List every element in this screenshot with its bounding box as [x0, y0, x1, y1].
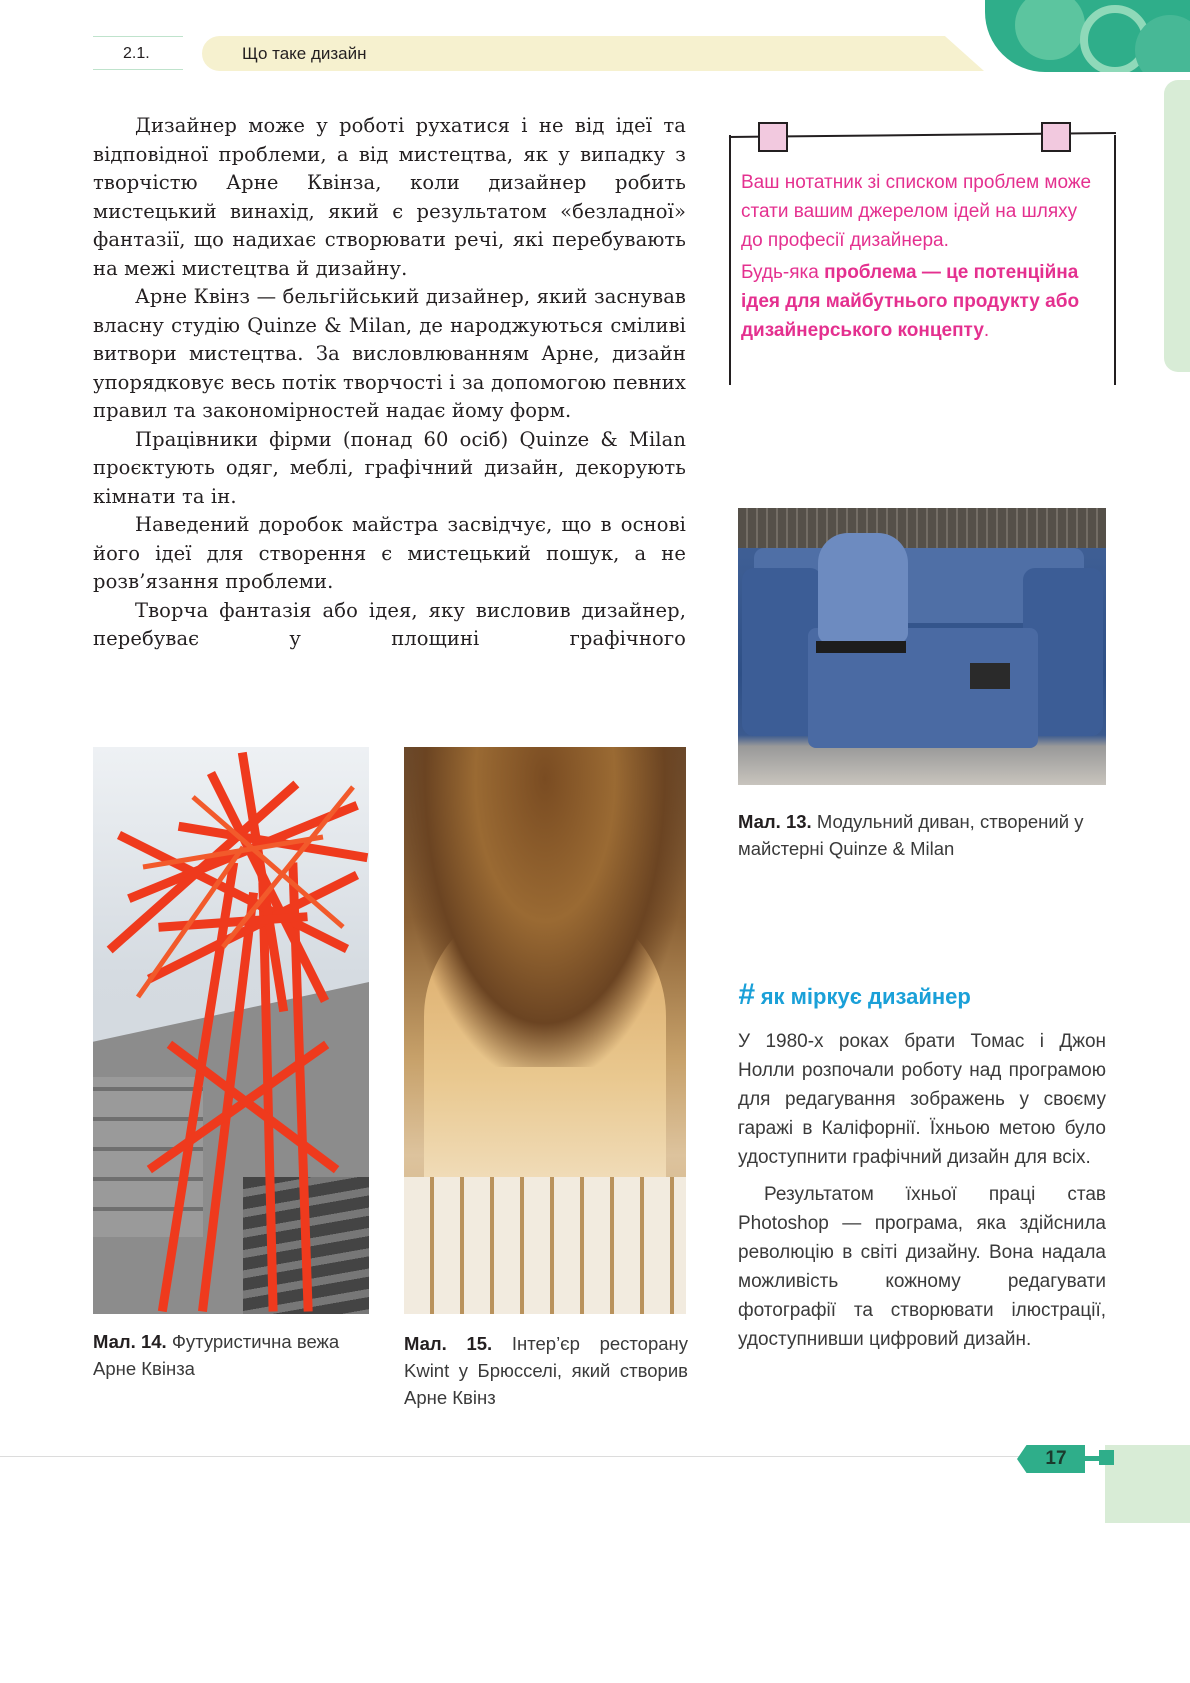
- paragraph: Наведений доробок майстра засвідчує, що в основі його ідеї для створення є мистецький пошук, а не розв’язання проблеми.: [93, 513, 686, 593]
- paragraph: Дизайнер може у роботі рухатися і не від ідеї та відповідної проблеми, а від мистецтва, як у випадку з творчістю Арне Квінза, коли дизайнер робить мистецький винахід, який є результатом «безладної» фантазії, що надихає створювати речі, які перебувають на межі мистецтва й дизайну.: [93, 114, 686, 280]
- note-pin: [1041, 122, 1071, 152]
- page-dash: [1085, 1456, 1099, 1461]
- figure-caption: [93, 1328, 373, 1382]
- paragraph: У 1980-х роках брати Томас і Джон Нолли розпочали роботу над програмою для редагування зображень у своєму гаражі в Каліфорнії. Їхньою метою було удоступнити графічний дизайн для всіх.: [738, 1031, 1106, 1168]
- figure-caption-text: Модульний диван, створений у майстерні Quinze & Milan: [738, 811, 1084, 859]
- figure-label: Мал. 14.: [93, 1331, 167, 1352]
- designer-section-title: як міркує дизайнер: [760, 984, 971, 1009]
- figure-caption-text: Футуристична вежа Арне Квінза: [93, 1331, 340, 1379]
- figure-caption-text: Інтер’єр ресторану Kwint у Брюсселі, який створив Арне Квінз: [404, 1333, 688, 1408]
- note-text-normal: Будь-яка: [741, 262, 825, 283]
- paragraph: Творча фантазія або ідея, яку висловив дизайнер, перебуває у площині графічного: [93, 598, 686, 650]
- figure-label: Мал. 13.: [738, 811, 812, 832]
- paragraph: Арне Квінз — бельгійський дизайнер, який заснував власну студію Quinze & Milan, де народжуються сміливі витвори мистецтва. За висловлюванням Арне, дизайн упорядковує весь потік творчості і за допомогою певних правил та закономірностей надає йому форм.: [93, 285, 686, 422]
- figure-label: Мал. 15.: [404, 1333, 493, 1354]
- decor-circle: [1015, 0, 1085, 60]
- restaurant-tables: [404, 1177, 686, 1314]
- red-tower-sculpture: [93, 747, 369, 1314]
- paragraph: Працівники фірми (понад 60 осіб) Quinze & Milan проєктують одяг, меблі, графічний дизайн, декорують кімнати та ін.: [93, 427, 686, 508]
- figure-caption: [404, 1330, 688, 1411]
- note-text-bold: проблема — це потенційна ідея для майбутнього продукту або дизайнерського концепту: [741, 262, 1080, 341]
- figure-caption: [738, 808, 1108, 862]
- hash-icon: #: [738, 978, 755, 1011]
- designer-section-heading: [738, 978, 971, 1012]
- tower-photo: [93, 747, 369, 1314]
- note-text-end: .: [983, 320, 990, 341]
- sofa-photo: [738, 508, 1106, 785]
- paragraph: Результатом їхньої праці став Photoshop — програма, яка здійснила революцію в світі дизайну. Вона надала можливість кожному редагувати фотографії та створювати ілюстрації, удоступнивши цифровий дизайн.: [738, 1184, 1106, 1350]
- footer-block: [1105, 1445, 1190, 1523]
- footer-line: [0, 1456, 1190, 1457]
- note-text-emphasis: [741, 258, 1106, 345]
- note-text: Ваш нотатник зі списком проблем може стати вашим джерелом ідей на шляху до професії дизайнера.: [741, 172, 1092, 251]
- section-title: Що таке дизайн: [242, 44, 367, 63]
- book: [816, 641, 906, 653]
- backpack: [818, 533, 908, 643]
- side-tab: [1164, 80, 1190, 372]
- page-square: [1099, 1450, 1114, 1465]
- corner-decoration: [985, 0, 1190, 72]
- wall: [738, 508, 1106, 548]
- note-pin: [758, 122, 788, 152]
- ceiling-sculpture: [404, 747, 686, 1067]
- section-number: 2.1.: [93, 36, 183, 70]
- main-text: [93, 112, 686, 654]
- designer-section-text: [738, 1027, 1106, 1362]
- page-number: 17: [1045, 1448, 1067, 1469]
- restaurant-interior-photo: [404, 747, 686, 1314]
- sofa-tag: [970, 663, 1010, 689]
